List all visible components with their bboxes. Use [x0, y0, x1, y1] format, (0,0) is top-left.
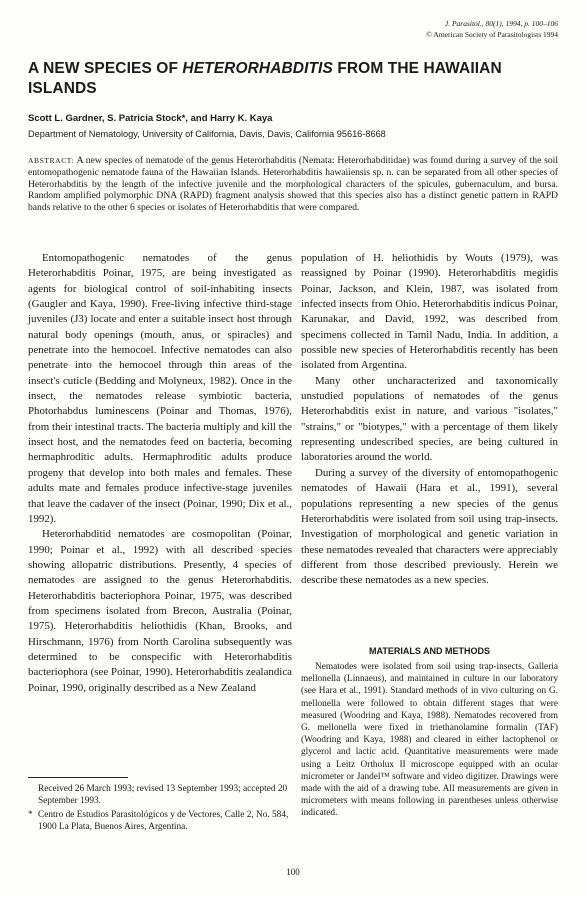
journal-header	[426, 18, 558, 40]
methods-section	[301, 661, 558, 820]
intro-paragraph-4: Many other uncharacterized and taxonomically unstudied populations of nematodes of the genus Heterorhabditis exist in nature, and various "isolates," "strains," or "biotypes," with a percentage of them likely representing undescribed species, are being cultured in laboratories around the world.	[301, 374, 558, 464]
abstract-text: A new species of nematode of the genus Heterorhabditis (Nemata: Heterorhabditidae) was found during a survey of the soil entomopathogenic nematode fauna of the Hawaiian Islands. Heterorhabditis hawaiiensis sp. n. can be separated from all other species of Heterorhabditis by the length of the infective juvenile and the morphological characters of the spicules, gubernaculum, and bursa. Random amplified polymorphic DNA (RAPD) fragment analysis showed that this species also has a distinct genetic pattern in RAPD bands relative to the other 6 species or isolates of Heterorhabditis that were compared.	[28, 155, 558, 214]
abstract-label: ABSTRACT:	[28, 156, 75, 165]
journal-citation: J. Parasitol., 80(1), 1994, p. 100–106	[444, 19, 558, 28]
intro-paragraph-3: population of H. heliothidis by Wouts (1979), was reassigned by Poinar (1990). Heterorhabditis megidis Poinar, Jackson, and Klein, 1987, was isolated from infected insects from Ohio. Heterorhabditis indicus Poinar, Karunakar, and David, 1992, was described from specimens collected in Tamil Nadu, India. In addition, a possible new species of Heterorhabditis recently has been isolated from Argentina.	[301, 252, 558, 372]
intro-paragraph-1: Entomopathogenic nematodes of the genus Heterorhabditis Poinar, 1975, are being investigated as agents for biological control of soil-inhabiting insects (Gaugler and Kaya, 1990). Free-living infective third-stage juveniles (J3) locate and enter a suitable insect host through natural body openings (mouth, anus, or spiracles) and penetrate into the hemocoel. Infective nematodes can also penetrate into the hemocoel through thin areas of the insect's cuticle (Bedding and Molyneux, 1982). Once in the insect, the nematodes release symbiotic bacteria, Photorhabdus luminescens (Poinar and Thomas, 1976), from their intestinal tracts. The bacteria multiply and kill the insect host, and the nematodes feed on bacteria, becoming hermaphroditic adults. Hermaphroditic adults produce progeny that develop into both males and females. These adults mate and females produce infective-stage juveniles that leave the cadaver of the insect (Poinar, 1990; Dix et al., 1992).	[28, 252, 292, 525]
intro-paragraph-2: Heterorhabditid nematodes are cosmopolitan (Poinar, 1990; Poinar et al., 1992) with all described species showing allopatric distributions. Presently, 4 species of nematodes are assigned to the genus Heterorhabditis. Heterorhabditis bacteriophora Poinar, 1975, was described from specimens isolated from Brecon, Australia (Poinar, 1975). Heterorhabditis heliothidis (Khan, Brooks, and Hirschmann, 1976) from North Carolina subsequently was determined to be conspecific with Heterorhabditis bacteriophora (see Poinar, 1990). Heterorhabditis zealandica Poinar, 1990, originally described as a New Zealand	[28, 528, 292, 694]
page-number: 100	[286, 867, 300, 877]
affiliation: Department of Nematology, University of California, Davis, Davis, California 95616-8668	[28, 129, 386, 139]
copyright-line: © American Society of Parasitologists 1994	[426, 30, 558, 39]
intro-paragraph-5: During a survey of the diversity of entomopathogenic nematodes of Hawaii (Hara et al., 1991), several populations representing a new species of the genus Heterorhabditis were isolated from soil using trap-insects. Investigation of morphological and genetic variation in these nematodes revealed that characters were appreciably different from those described previously. Herein we describe these nematodes as a new species.	[301, 466, 558, 587]
article-title	[28, 59, 558, 99]
body-column-left	[28, 251, 292, 696]
body-column-right	[301, 251, 558, 589]
footnote-asterisk: *	[28, 810, 33, 820]
authors: Scott L. Gardner, S. Patricia Stock*, and Harry K. Kaya	[28, 113, 273, 124]
title-part-1: A NEW SPECIES OF	[28, 60, 183, 77]
title-genus: HETERORHABDITIS	[182, 60, 333, 77]
footnote-received: Received 26 March 1993; revised 13 September 1993; accepted 20 September 1993.	[38, 784, 288, 807]
footnote-address	[28, 809, 292, 834]
title-part-2: FROM THE HAWAIIAN ISLANDS	[28, 60, 502, 97]
abstract	[28, 155, 558, 214]
footnote-address-text: Centro de Estudios Parasitológicos y de Vectores, Calle 2, No. 584, 1900 La Plata, Buenos Aires, Argentina.	[38, 810, 289, 833]
methods-paragraph-1: Nematodes were isolated from soil using trap-insects, Galleria mellonella (Linnaeus), and maintained in culture in our laboratory (see Hara et al., 1991). Standard methods of in vivo culturing on G. mellonella were followed to obtain different stages that were measured (Woodring and Kaya, 1988). Nematodes recovered from G. mellonella were fixed in triethanolamine formalin (TAF) (Woodring and Kaya, 1988) and cleared in either lactophenol or glycerol and lactic acid. Quantitative measurements were made using a Leitz Ortholux II microscope equipped with an ocular micrometer or Jandel™ software and video digitizer. Drawings were made with the aid of a drawing tube. All measurements are given in micrometers with means following in parentheses unless otherwise indicated.	[301, 662, 558, 819]
footnote-rule	[28, 777, 128, 778]
section-heading-methods: MATERIALS AND METHODS	[369, 646, 490, 656]
